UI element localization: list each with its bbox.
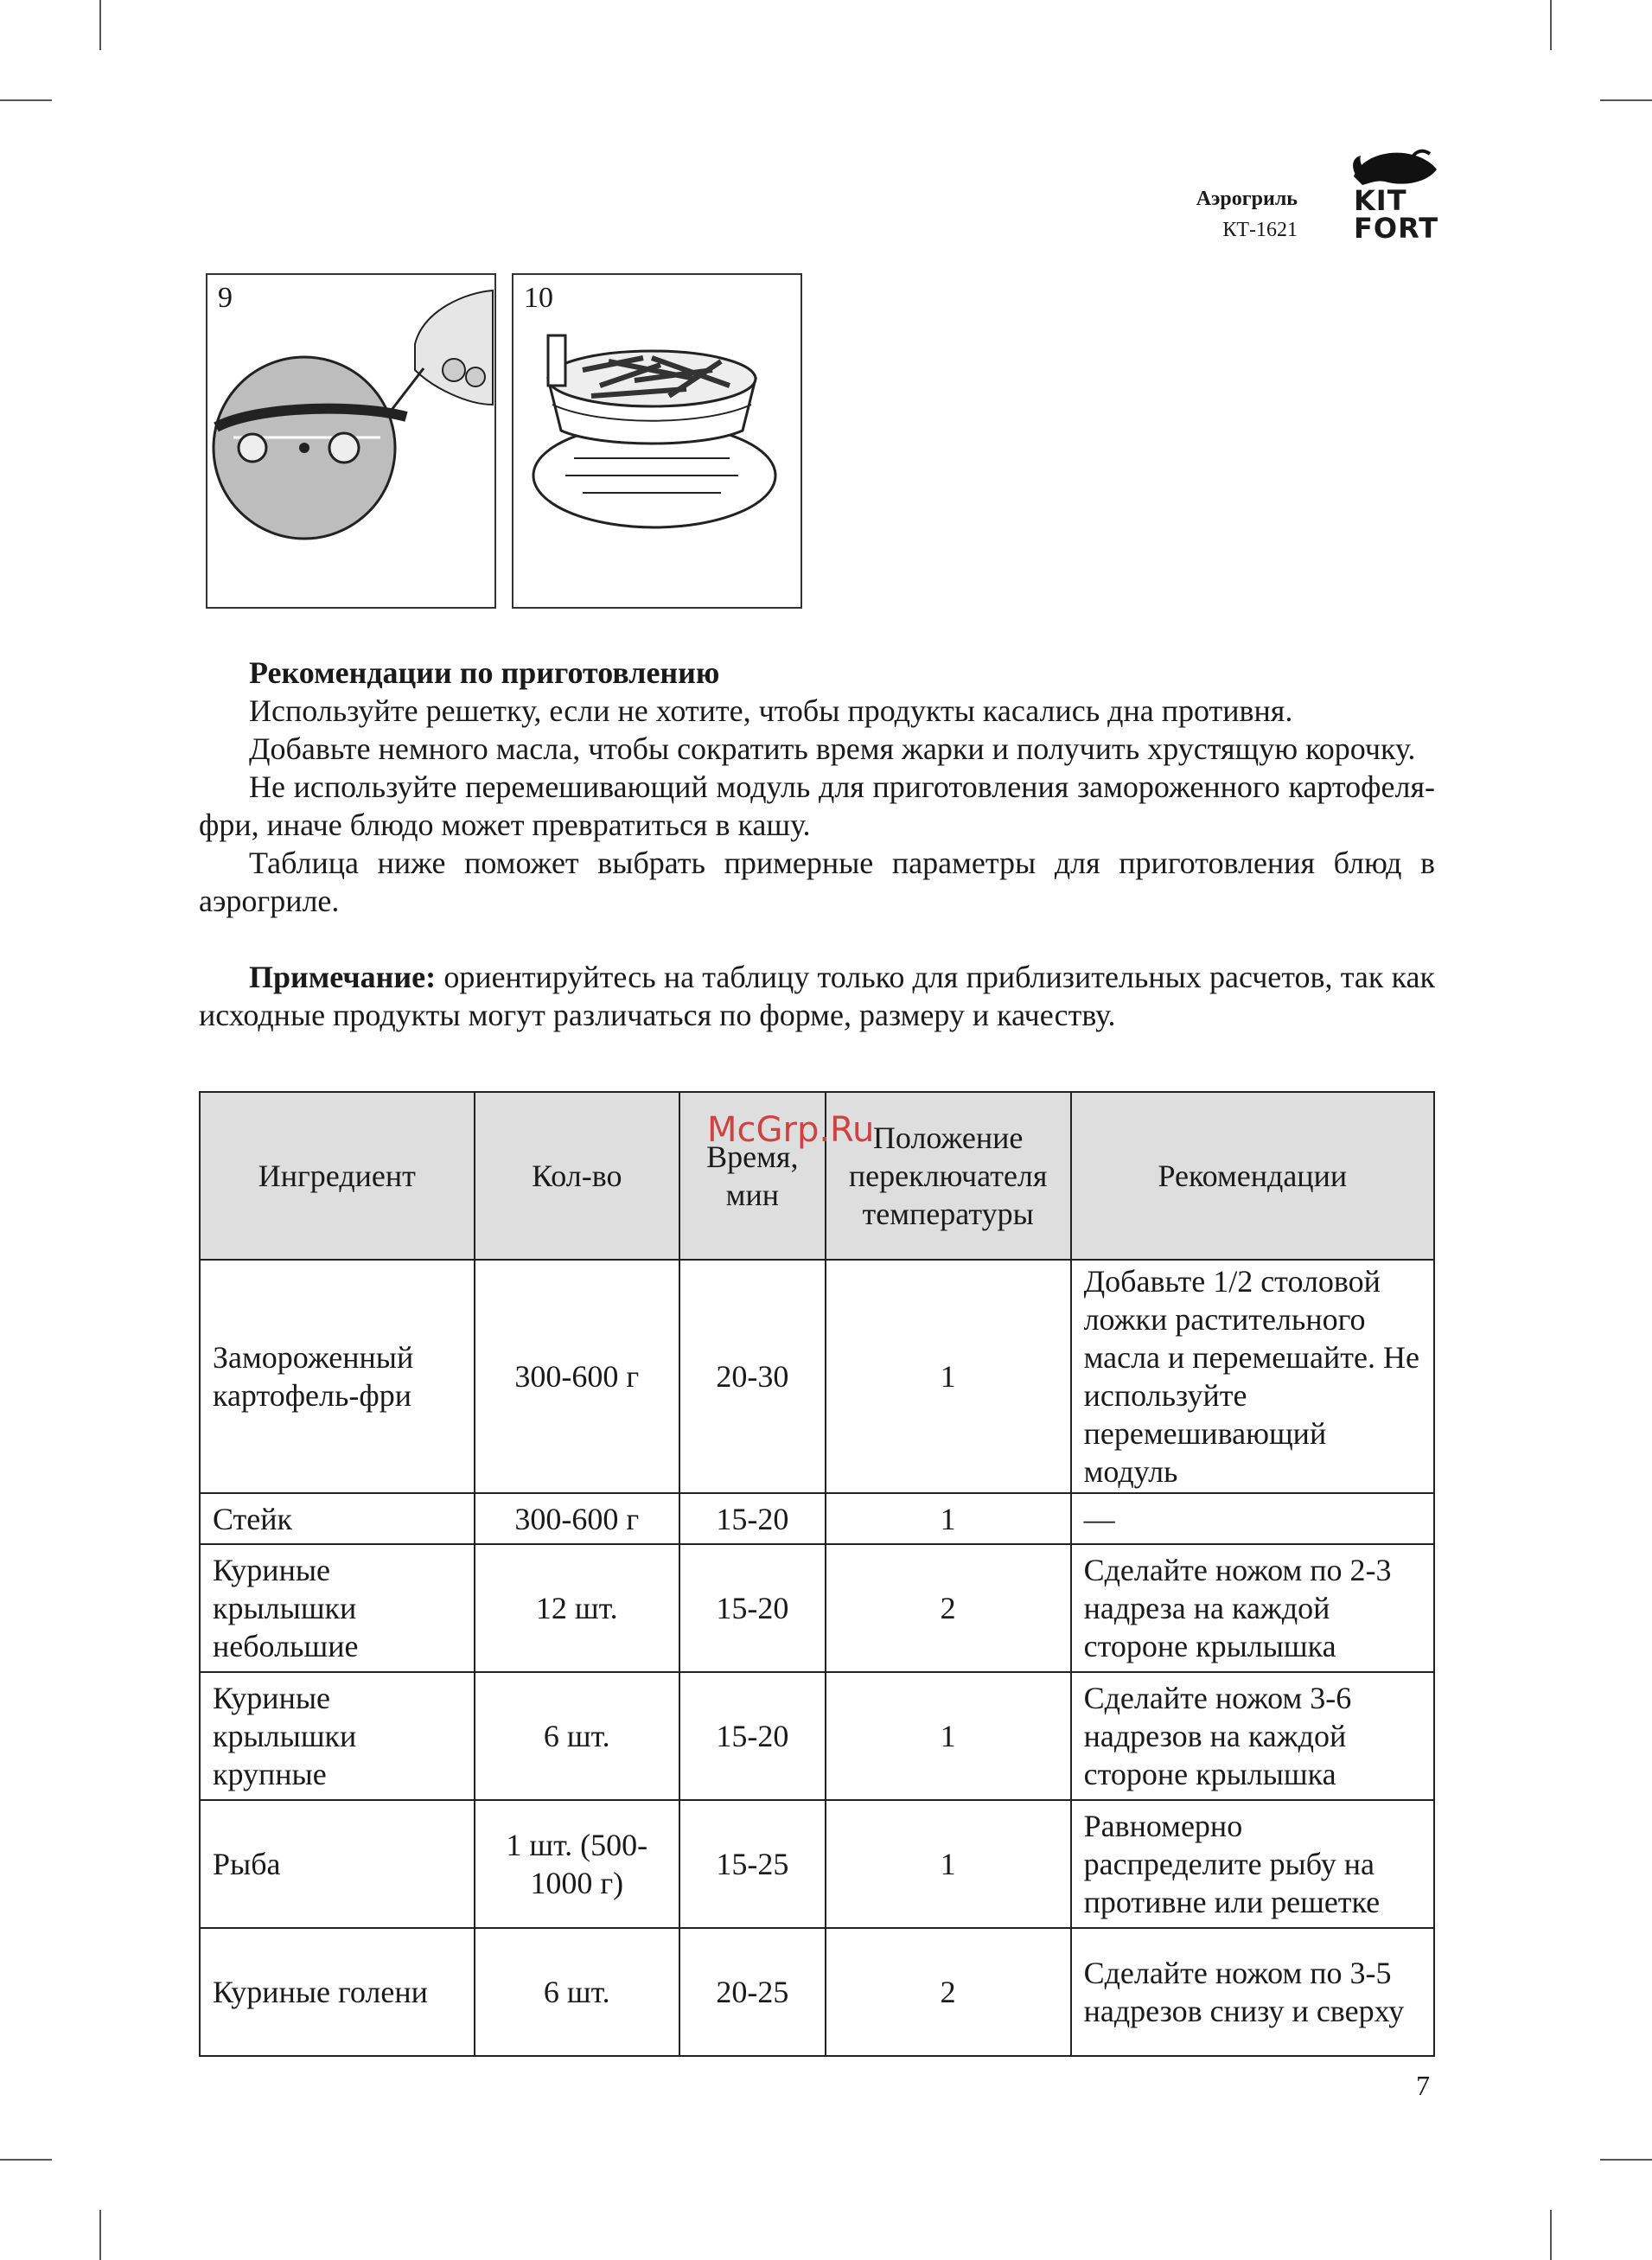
cell-quantity: 300-600 г bbox=[475, 1493, 679, 1544]
figure-9 bbox=[206, 273, 496, 609]
crop-mark bbox=[1550, 0, 1552, 50]
crop-mark bbox=[1550, 2210, 1552, 2260]
cell-temperature-switch: 1 bbox=[826, 1260, 1071, 1493]
cell-ingredient: Куриные крылышки небольшие bbox=[200, 1544, 475, 1672]
crop-mark bbox=[99, 0, 101, 50]
cell-ingredient: Куриные голени bbox=[200, 1928, 475, 2056]
model-number: КТ-1621 bbox=[1222, 219, 1298, 241]
table-row bbox=[200, 1544, 1434, 1672]
cell-temperature-switch: 1 bbox=[826, 1672, 1071, 1800]
figure-number: 9 bbox=[218, 282, 233, 314]
cell-recommendation: — bbox=[1071, 1493, 1434, 1544]
cell-temperature-switch: 2 bbox=[826, 1544, 1071, 1672]
column-header-ingredient: Ингредиент bbox=[200, 1092, 475, 1260]
note-label: Примечание: bbox=[249, 960, 437, 994]
cell-quantity: 1 шт. (500-1000 г) bbox=[475, 1800, 679, 1928]
cell-time: 20-30 bbox=[679, 1260, 826, 1493]
cell-ingredient: Рыба bbox=[200, 1800, 475, 1928]
table-row bbox=[200, 1672, 1434, 1800]
column-header-temperature-switch: Положение переключателя температуры bbox=[826, 1092, 1071, 1260]
recommendation-paragraph: Не используйте перемешивающий модуль для приготовления замороженного картофеля-фри, иначе блюдо может превратиться в кашу. bbox=[199, 769, 1435, 842]
cell-time: 15-20 bbox=[679, 1672, 826, 1800]
cell-time: 15-20 bbox=[679, 1493, 826, 1544]
recommendation-paragraph: Добавьте немного масла, чтобы сократить время жарки и получить хрустящую корочку. bbox=[249, 731, 1416, 766]
cell-temperature-switch: 2 bbox=[826, 1928, 1071, 2056]
cell-quantity: 6 шт. bbox=[475, 1672, 679, 1800]
cell-quantity: 6 шт. bbox=[475, 1928, 679, 2056]
cell-ingredient: Стейк bbox=[200, 1493, 475, 1544]
crop-mark bbox=[0, 2159, 52, 2161]
cell-temperature-switch: 1 bbox=[826, 1493, 1071, 1544]
cell-recommendation: Добавьте 1/2 столовой ложки растительного масла и перемешайте. Не используйте перемешивающий модуль bbox=[1071, 1260, 1434, 1493]
cell-time: 15-20 bbox=[679, 1544, 826, 1672]
column-header-quantity: Кол-во bbox=[475, 1092, 679, 1260]
figure-10 bbox=[512, 273, 802, 609]
cell-recommendation: Равномерно распределите рыбу на противне или решетке bbox=[1071, 1800, 1434, 1928]
cell-recommendation: Сделайте ножом по 2-3 надреза на каждой стороне крылышка bbox=[1071, 1544, 1434, 1672]
cell-time: 20-25 bbox=[679, 1928, 826, 2056]
cell-ingredient: Куриные крылышки крупные bbox=[200, 1672, 475, 1800]
column-header-recommendations: Рекомендации bbox=[1071, 1092, 1434, 1260]
table-row bbox=[200, 1928, 1434, 2056]
product-title: Аэрогриль bbox=[1196, 188, 1298, 210]
crop-mark bbox=[99, 2210, 101, 2260]
brand-logo-text: KIT FORT bbox=[1354, 184, 1439, 245]
airgrill-control-panel-icon bbox=[207, 275, 494, 607]
cell-quantity: 12 шт. bbox=[475, 1544, 679, 1672]
table-row bbox=[200, 1493, 1434, 1544]
cell-ingredient: Замороженный картофель-фри bbox=[200, 1260, 475, 1493]
cooking-parameters-table bbox=[199, 1091, 1435, 2057]
cell-time: 15-25 bbox=[679, 1800, 826, 1928]
table-row bbox=[200, 1800, 1434, 1928]
cell-quantity: 300-600 г bbox=[475, 1260, 679, 1493]
recommendations-heading: Рекомендации по приготовлению bbox=[249, 655, 720, 690]
crop-mark bbox=[0, 99, 52, 101]
crop-mark bbox=[1600, 2159, 1652, 2161]
crop-mark bbox=[1600, 99, 1652, 101]
watermark: McGrp.Ru bbox=[707, 1110, 875, 1150]
recommendation-paragraph: Таблица ниже поможет выбрать примерные параметры для приготовления блюд в аэрогриле. bbox=[199, 846, 1435, 918]
document-header bbox=[1196, 183, 1298, 246]
recommendation-paragraph: Используйте решетку, если не хотите, чтобы продукты касались дна противня. bbox=[249, 693, 1293, 728]
grill-rack-with-fries-icon bbox=[513, 275, 800, 607]
cell-recommendation: Сделайте ножом 3-6 надрезов на каждой стороне крылышка bbox=[1071, 1672, 1434, 1800]
page-number: 7 bbox=[1416, 2070, 1430, 2101]
note-text: ориентируйтесь на таблицу только для приблизительных расчетов, так как исходные продукты могут различаться по форме, размеру и качеству. bbox=[199, 960, 1435, 1032]
note-paragraph bbox=[199, 958, 1435, 1034]
table-row bbox=[200, 1260, 1434, 1493]
cell-temperature-switch: 1 bbox=[826, 1800, 1071, 1928]
figure-number: 10 bbox=[524, 282, 553, 314]
column-header-time: Время, мин bbox=[679, 1092, 826, 1260]
cell-recommendation: Сделайте ножом по 3-5 надрезов снизу и сверху bbox=[1071, 1928, 1434, 2056]
recommendations-section bbox=[199, 654, 1435, 1034]
